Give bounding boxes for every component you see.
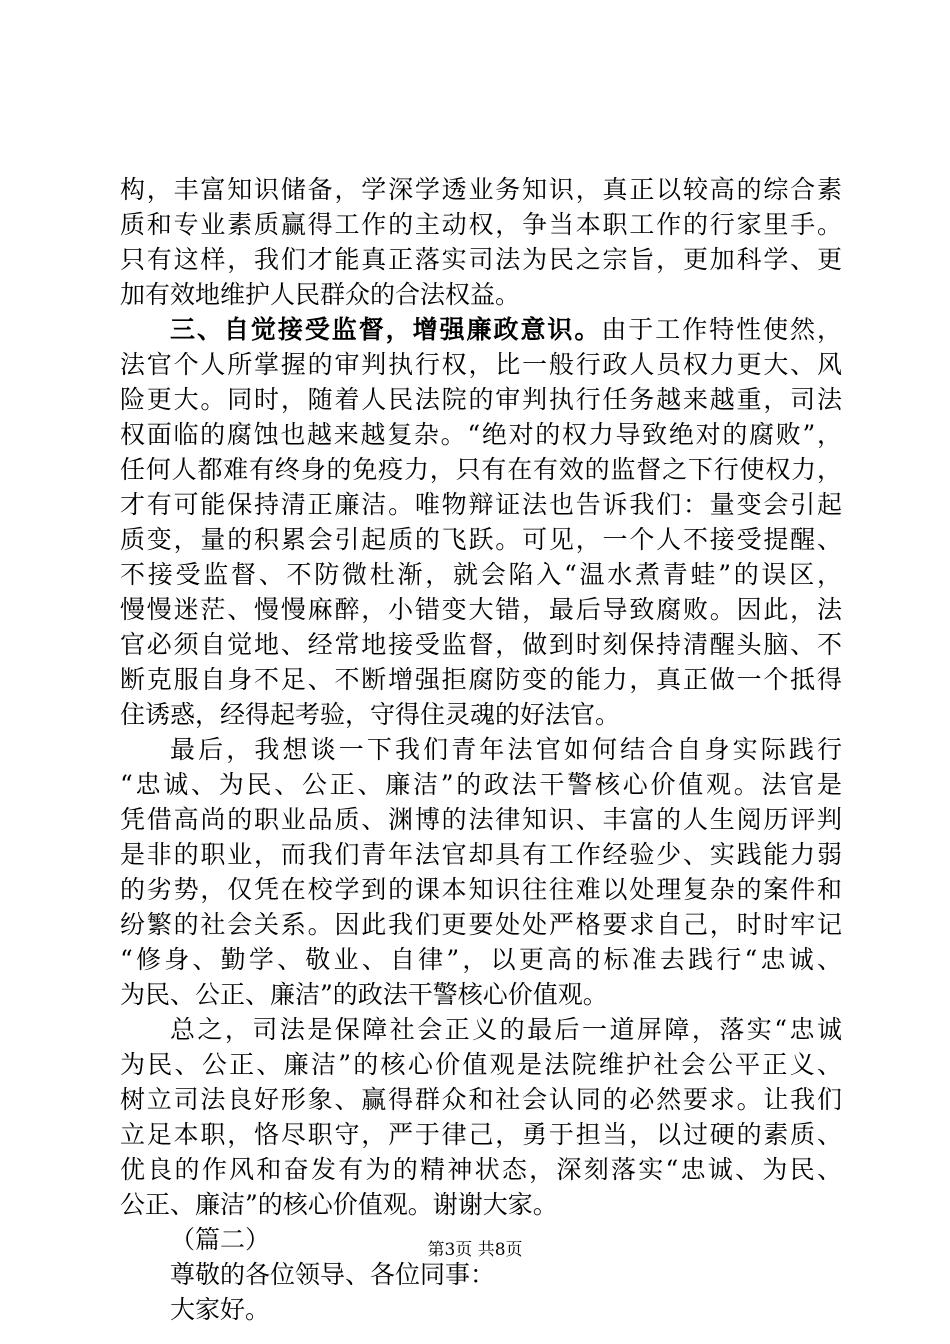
text-line: 权面临的腐蚀也越来越复杂。“绝对的权力导致绝对的腐败”， [120, 420, 842, 449]
text-line: 树立司法良好形象、赢得群众和社会认同的必然要求。让我们 [120, 1085, 842, 1114]
text-line: 最后，我想谈一下我们青年法官如何结合自身实际践行 [170, 735, 842, 764]
text-line: 总之，司法是保障社会正义的最后一道屏障，落实“忠诚 [170, 1015, 842, 1044]
text-line: “忠诚、为民、公正、廉洁”的政法干警核心价值观。法官是 [120, 770, 842, 799]
text-line: 纷繁的社会关系。因此我们更要处处严格要求自己，时时牢记 [120, 910, 842, 939]
greeting: 尊敬的各位领导、各位同事： [170, 1260, 496, 1289]
hello-line: 大家好。 [170, 1295, 271, 1324]
text-line: 质和专业素质赢得工作的主动权，争当本职工作的行家里手。 [120, 210, 842, 239]
section-heading: 三、自觉接受监督，增强廉政意识。 [170, 315, 602, 344]
text-line: 是非的职业，而我们青年法官却具有工作经验少、实践能力弱 [120, 840, 842, 869]
text-line: 立足本职，恪尽职守，严于律己，勇于担当，以过硬的素质、 [120, 1120, 842, 1149]
text-line: 才有可能保持清正廉洁。唯物辩证法也告诉我们：量变会引起 [120, 490, 842, 519]
text-line: 住诱惑，经得起考验，守得住灵魂的好法官。 [120, 700, 621, 729]
text-line: 公正、廉洁”的核心价值观。谢谢大家。 [120, 1190, 558, 1219]
text-line: 法官个人所掌握的审判执行权，比一般行政人员权力更大、风 [120, 350, 842, 379]
text-line: 为民、公正、廉洁”的核心价值观是法院维护社会公平正义、 [120, 1050, 842, 1079]
text-line: 为民、公正、廉洁”的政法干警核心价值观。 [120, 980, 608, 1009]
text-line: 慢慢迷茫、慢慢麻醉，小错变大错，最后导致腐败。因此，法 [120, 595, 842, 624]
text-line: 不接受监督、不防微杜渐，就会陷入“温水煮青蛙”的误区， [120, 560, 842, 589]
text-line: 险更大。同时，随着人民法院的审判执行任务越来越重，司法 [120, 385, 842, 414]
text-span: 由于工作特性使然， [601, 315, 842, 344]
text-line: 任何人都难有终身的免疫力，只有在有效的监督之下行使权力， [120, 455, 842, 484]
document-body [120, 172, 842, 1327]
page-number: 第3页 共8页 [427, 1240, 523, 1260]
text-line: 优良的作风和奋发有为的精神状态，深刻落实“忠诚、为民、 [120, 1155, 842, 1184]
text-line: 的劣势，仅凭在校学到的课本知识往往难以处理复杂的案件和 [120, 875, 842, 904]
text-line: “修身、勤学、敬业、自律”，以更高的标准去践行“忠诚、 [120, 945, 842, 974]
text-line: 加有效地维护人民群众的合法权益。 [120, 280, 521, 309]
text-line: 凭借高尚的职业品质、渊博的法律知识、丰富的人生阅历评判 [120, 805, 842, 834]
text-line: 只有这样，我们才能真正落实司法为民之宗旨，更加科学、更 [120, 245, 842, 274]
section-heading-line [120, 312, 842, 347]
text-line: 构，丰富知识储备，学深学透业务知识，真正以较高的综合素 [120, 175, 842, 204]
section-label: （篇二） [170, 1225, 271, 1254]
text-line: 官必须自觉地、经常地接受监督，做到时刻保持清醒头脑、不 [120, 630, 842, 659]
text-line: 断克服自身不足、不断增强拒腐防变的能力，真正做一个抵得 [120, 665, 842, 694]
text-line: 质变，量的积累会引起质的飞跃。可见，一个人不接受提醒、 [120, 525, 842, 554]
